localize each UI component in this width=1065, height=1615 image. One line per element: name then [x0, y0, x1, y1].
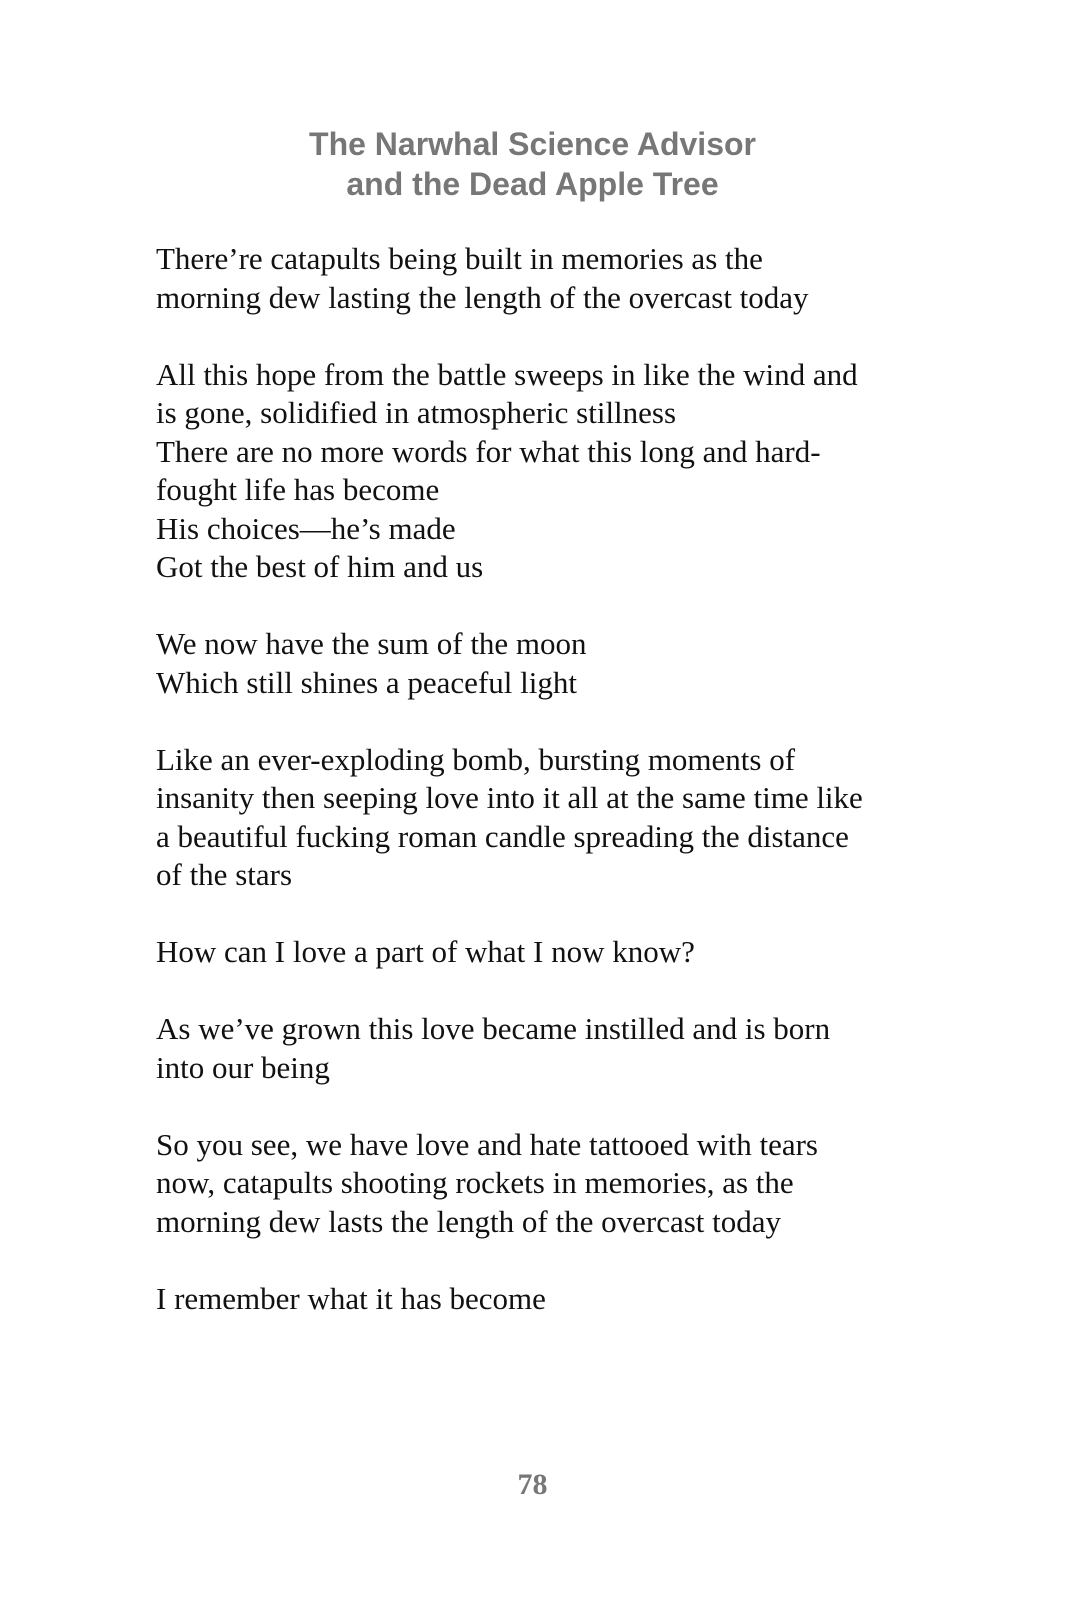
poem-body	[156, 240, 936, 1357]
stanza	[156, 741, 936, 895]
stanza	[156, 625, 936, 702]
poem-line: Got the best of him and us	[156, 549, 484, 584]
poem-line: morning dew lasting the length of the overcast today	[156, 279, 809, 315]
poem-line: Which still shines a peaceful light	[156, 664, 577, 700]
poem-line: Like an ever-exploding bomb, bursting moments of	[156, 741, 796, 777]
poem-line: As we’ve grown this love became instilled and is born	[156, 1011, 831, 1046]
stanza	[156, 356, 936, 587]
stanza	[156, 933, 936, 972]
poem-line: morning dew lasts the length of the overcast today	[156, 1203, 782, 1239]
stanza	[156, 240, 936, 317]
poem-title	[0, 124, 1065, 204]
poem-title-line-1: The Narwhal Science Advisor	[309, 126, 756, 162]
poem-line: There are no more words for what this long and hard-	[156, 433, 821, 469]
poem-line: a beautiful fucking roman candle spreading the distance	[156, 818, 849, 854]
poem-line: So you see, we have love and hate tattooed with tears	[156, 1126, 818, 1162]
poem-line: of the stars	[156, 857, 293, 892]
poem-line: insanity then seeping love into it all at the same time like	[156, 780, 863, 815]
stanza	[156, 1010, 936, 1087]
poem-title-line-2: and the Dead Apple Tree	[346, 166, 719, 202]
poem-line: is gone, solidified in atmospheric stillness	[156, 395, 677, 430]
poem-line: His choices—he’s made	[156, 510, 456, 546]
poem-line: We now have the sum of the moon	[156, 626, 587, 661]
poem-line: now, catapults shooting rockets in memories, as the	[156, 1165, 794, 1200]
stanza	[156, 1280, 936, 1319]
poem-line: into our being	[156, 1049, 330, 1085]
poem-line: How can I love a part of what I now know?	[156, 934, 695, 969]
poem-line: There’re catapults being built in memories as the	[156, 241, 763, 276]
poem-line: fought life has become	[156, 472, 440, 507]
stanza	[156, 1126, 936, 1242]
page-number: 78	[517, 1468, 548, 1501]
poem-line: All this hope from the battle sweeps in like the wind and	[156, 356, 858, 392]
poem-line: I remember what it has become	[156, 1280, 546, 1316]
